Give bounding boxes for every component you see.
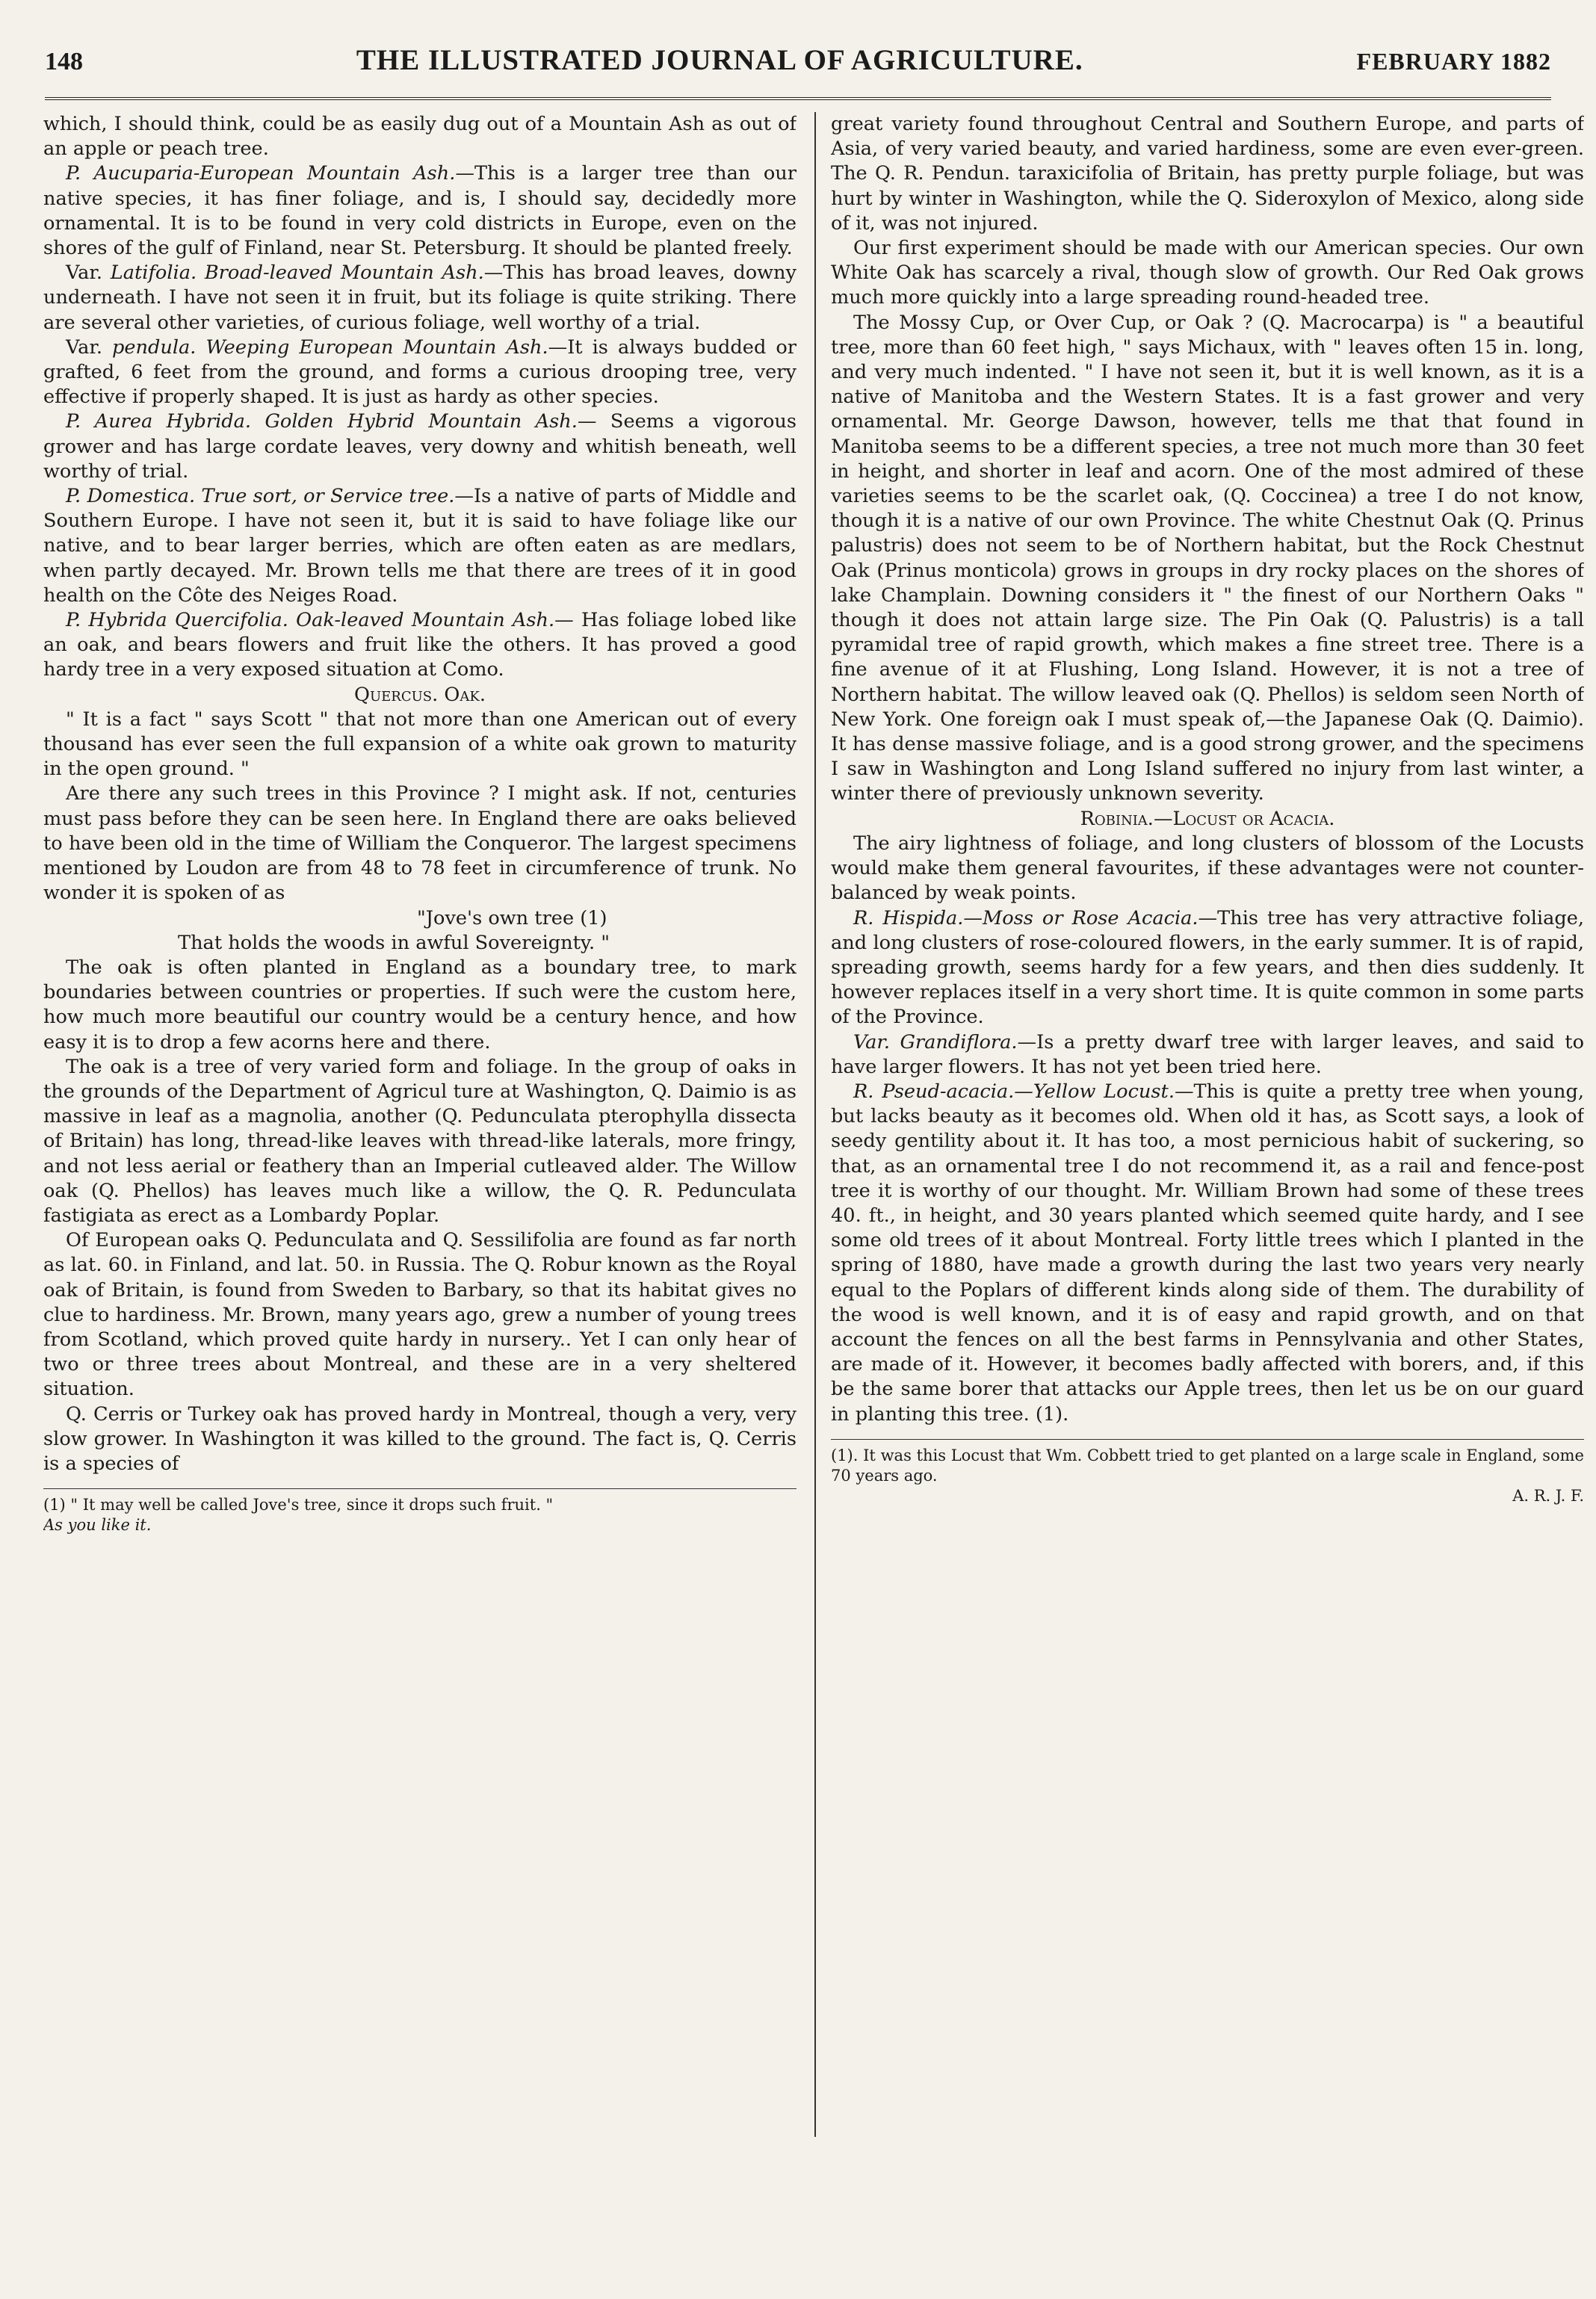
paragraph bbox=[43, 161, 797, 261]
page-header bbox=[45, 43, 1551, 88]
paragraph bbox=[43, 409, 797, 484]
species-name: pendula. Weeping European Mountain Ash. bbox=[111, 335, 548, 359]
var-prefix: Var. bbox=[66, 262, 111, 285]
species-text: —It is always budded or grafted, 6 feet from the ground, and forms a curious drooping tree, very effective if properly shaped. It is just as hardy as other species. bbox=[43, 335, 797, 409]
footnote: (1). It was this Locust that Wm. Cobbett tried to get planted on a large scale in England, some 70 years ago. bbox=[831, 1446, 1584, 1485]
var-prefix: Var. bbox=[66, 335, 112, 359]
left-column bbox=[43, 112, 797, 2159]
paragraph bbox=[43, 335, 797, 410]
paragraph: which, I should think, could be as easily dug out of a Mountain Ash as out of an apple or peach tree. bbox=[43, 113, 797, 161]
species-text: —Is a pretty dwarf tree with larger leaves, and said to have larger flowers. It has not yet been tried here. bbox=[831, 1030, 1584, 1078]
paragraph bbox=[831, 1080, 1584, 1427]
issue-date: FEBRUARY 1882 bbox=[1356, 48, 1551, 75]
paragraph bbox=[43, 608, 797, 683]
right-column bbox=[831, 112, 1584, 2159]
species-text: —This is a larger tree than our native species, it has finer foliage, and is, I should say, decidedly more ornamental. It is to be found in very cold districts in Europe, even on the shores of the gulf of Finland, near St. Petersburg. It should be planted freely. bbox=[43, 162, 797, 260]
paragraph: Q. Cerris or Turkey oak has proved hardy in Montreal, though a very, very slow grower. In Washington it was killed to the ground. The fact is, Q. Cerris is a species of bbox=[43, 1402, 797, 1475]
species-name: Latifolia. Broad-leaved Mountain Ash. bbox=[110, 262, 484, 285]
paragraph: " It is a fact " says Scott " that not more than one American out of every thousand has ever seen the full expansion of a white oak grown to maturity in the open ground. " bbox=[43, 708, 797, 781]
paragraph: Our first experiment should be made with our American species. Our own White Oak has scarcely a rival, though slow of growth. Our Red Oak grows much more quickly into a large spreading round-headed tree. bbox=[831, 237, 1584, 309]
paragraph: The airy lightness of foliage, and long clusters of blossom of the Locusts would make them general favourites, if these advantages were not counter-balanced by weak points. bbox=[831, 832, 1584, 905]
species-name: P. Aucuparia-European Mountain Ash. bbox=[66, 162, 456, 185]
paragraph: Of European oaks Q. Pedunculata and Q. Sessilifolia are found as far north as lat. 60. in Finland, and lat. 50. in Russia. The Q. Robur known as the Royal oak of Britain, is found from Sweden to Barbary, so that its habitat gives no clue to hardiness. Mr. Brown, many years ago, grew a number of young trees from Scotland, which proved quite hardy in nursery.. Yet I can only hear of two or three trees about Montreal, and these are in a very sheltered situation. bbox=[43, 1229, 797, 1401]
journal-title: THE ILLUSTRATED JOURNAL OF AGRICULTURE. bbox=[356, 44, 1083, 76]
paragraph bbox=[43, 261, 797, 335]
paragraph bbox=[831, 1030, 1584, 1080]
species-text: —Is a native of parts of Middle and Southern Europe. I have not seen it, but it is said to have foliage like our native, and to bear larger berries, which are often eaten as are medlars, when partly decayed. Mr. Brown tells me that there are trees of it in good health on the Côte des Neiges Road. bbox=[43, 485, 797, 607]
paragraph: The Mossy Cup, or Over Cup, or Oak ? (Q. Macrocarpa) is " a beautiful tree, more than 60 feet high, " says Michaux, with " leaves often 15 in. long, and very much indented. " I have not seen it, but it is well known, as it is a native of Manitoba and the Western States. It is a fast grower and very ornamental. Mr. George Dawson, however, tells me that that found in Manitoba seems to be a different species, a tree not much more than 30 feet in height, and shorter in leaf and acorn. One of the most admired of these varieties seems to be the scarlet oak, (Q. Coccinea) a tree I do not know, though it is a native of our own Province. The white Chestnut Oak (Q. Prinus palustris) does not seem to be of Northern habitat, but the Rock Chestnut Oak (Prinus monticola) grows in groups in dry rocky places on the shores of lake Champlain. Downing considers it " the finest of our Northern Oaks " though it does not attain large size. The Pin Oak (Q. Palustris) is a tall pyramidal tree of rapid growth, which makes a fine street tree. There is a fine avenue of it at Flushing, Long Island. However, it is not a tree of Northern habitat. The willow leaved oak (Q. Phellos) is seldom seen North of New York. One foreign oak I must speak of,—the Japanese Oak (Q. Daimio). It has dense massive foliage, and is a good strong grower, and the specimens I saw in Washington and Long Island suffered no injury from last winter, a winter there of previously unknown severity. bbox=[831, 311, 1584, 805]
paragraph: Are there any such trees in this Province ? I might ask. If not, centuries must pass before they can be seen here. In England there are oaks believed to have been old in the time of William the Conqueror. The largest specimens mentioned by Loudon are from 48 to 78 feet in circumference of trunk. No wonder it is spoken of as bbox=[43, 782, 797, 905]
paragraph: The oak is a tree of very varied form and foliage. In the group of oaks in the grounds of the Department of Agricul ture at Washington, Q. Daimio is as massive in leaf as a magnolia, another (Q. Pedunculata pterophylla dissecta of Britain) has long, thread-like leaves with thread-like laterals, more fringy, and not less aerial or feathery than an Imperial cutleaved alder. The Willow oak (Q. Phellos) has leaves much like a willow, the Q. R. Pedunculata fastigiata as erect as a Lombardy Poplar. bbox=[43, 1055, 797, 1227]
section-heading-quercus: Quercus. Oak. bbox=[354, 683, 486, 706]
section-heading-robinia: Robinia.—Locust or Acacia. bbox=[1080, 807, 1335, 830]
species-text: —This has broad leaves, downy underneath. I have not seen it in fruit, but its foliage is quite striking. There are several other varieties, of curious foliage, well worthy of a trial. bbox=[43, 262, 797, 334]
paragraph: The oak is often planted in England as a boundary tree, to mark boundaries between countries or properties. If such were the custom here, how much more beautiful our country would be a century hence, and how easy it is to drop a few acorns here and there. bbox=[43, 956, 797, 1053]
column-divider bbox=[814, 112, 816, 2137]
footnote-source: As you like it. bbox=[43, 1516, 152, 1535]
paragraph bbox=[831, 906, 1584, 1030]
paragraph: great variety found throughout Central and Southern Europe, and parts of Asia, of very varied beauty, and varied hardiness, some are even ever-green. The Q. R. Pendun. taraxicifolia of Britain, has pretty purple foliage, but was hurt by winter in Washington, while the Q. Sideroxylon of Mexico, along side of it, was not injured. bbox=[831, 113, 1584, 235]
species-text: —This tree has very attractive foliage, and long clusters of rose-coloured flowers, in the early summer. It is of rapid, spreading growth, seems hardy for a few years, and then dies suddenly. It however replaces itself in a very short time. It is quite common in some parts of the Province. bbox=[831, 906, 1584, 1029]
header-rule bbox=[45, 97, 1551, 100]
species-text: — Seems a vigorous grower and has large cordate leaves, very downy and whitish beneath, well worthy of trial. bbox=[43, 410, 797, 483]
paragraph bbox=[43, 484, 797, 608]
author-initials: A. R. J. F. bbox=[1512, 1486, 1584, 1505]
footnote-rule bbox=[43, 1488, 797, 1489]
footnote-rule bbox=[831, 1439, 1584, 1440]
species-name: R. Pseud-acacia.—Yellow Locust. bbox=[853, 1080, 1175, 1103]
species-name: P. Domestica. True sort, or Service tree. bbox=[66, 485, 455, 508]
species-name: Var. Grandiflora. bbox=[853, 1030, 1018, 1053]
species-name: R. Hispida.—Moss or Rose Acacia. bbox=[853, 906, 1198, 929]
species-text: — Has foliage lobed like an oak, and bears flowers and fruit like the others. It has proved a good hardy tree in a very exposed situation at Como. bbox=[43, 609, 797, 681]
species-name: P. Hybrida Quercifolia. Oak-leaved Mountain Ash. bbox=[66, 609, 555, 632]
species-text: —This is quite a pretty tree when young, but lacks beauty as it becomes old. When old it has, as Scott says, a look of seedy gentility about it. It has too, a most pernicious habit of suckering, so that, as an ornamental tree I do not recommend it, as a rail and fence-post tree it is worthy of our thought. Mr. William Brown had some of these trees 40. ft., in height, and 30 years planted which seemed quite hardy, and I see some old trees of it about Montreal. Forty little trees which I planted in the spring of 1880, have made a growth during the last two years very nearly equal to the Poplars of different kinds along side of them. The durability of the wood is well known, and it is of easy and rapid growth, and on that account the fences on all the best farms in Pennsylvania and other States, are made of it. However, it becomes badly affected with borers, and, if this be the same borer that attacks our Apple trees, then let us be on our guard in planting this tree. (1). bbox=[831, 1080, 1584, 1426]
verse-line: "Jove's own tree (1) bbox=[417, 906, 607, 929]
page-number: 148 bbox=[45, 48, 83, 75]
verse-line: That holds the woods in awful Sovereignty. " bbox=[178, 931, 610, 954]
footnote-signature-row bbox=[831, 1486, 1584, 1506]
species-name: P. Aurea Hybrida. Golden Hybrid Mountain Ash. bbox=[66, 410, 578, 433]
footnote: (1) " It may well be called Jove's tree, since it drops such fruit. " bbox=[43, 1496, 554, 1514]
